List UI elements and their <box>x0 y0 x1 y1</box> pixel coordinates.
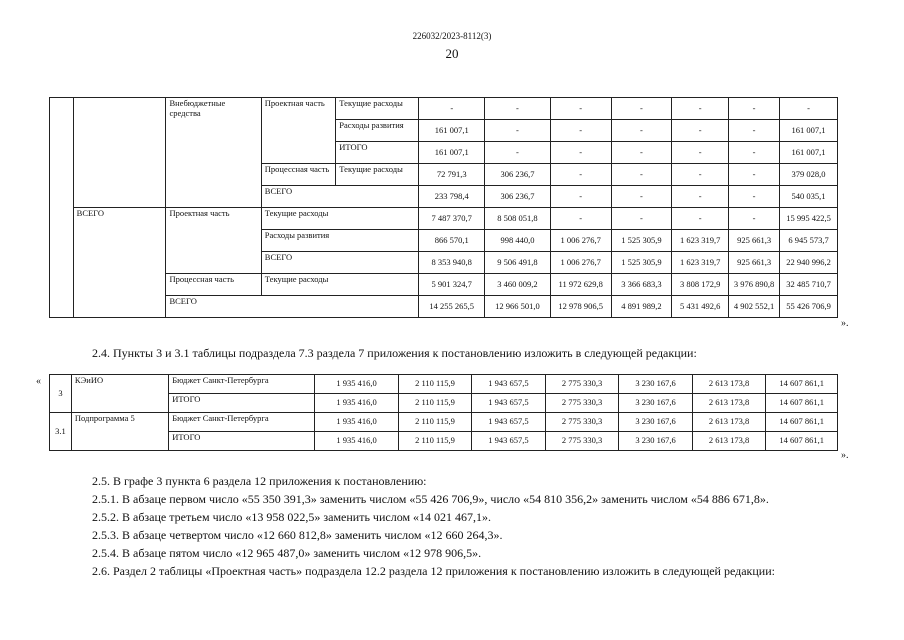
table-cell: ВСЕГО <box>261 186 419 208</box>
table-cell: 2 613 173,8 <box>692 413 766 432</box>
paragraph-2-5: 2.5. В графе 3 пункта 6 раздела 12 приложения к постановлению: <box>92 474 427 488</box>
funding-table <box>49 97 838 318</box>
table-cell: Внебюджетные средства <box>166 98 261 208</box>
table-cell: Текущие расходы <box>336 164 419 186</box>
table-cell: 32 485 710,7 <box>780 274 838 296</box>
table-cell: - <box>550 164 611 186</box>
table-cell: 3 460 009,2 <box>485 274 551 296</box>
table-cell: - <box>485 98 551 120</box>
table-cell: 925 661,3 <box>729 230 780 252</box>
closing-quote: ». <box>841 318 849 329</box>
paragraph-2-5-4: 2.5.4. В абзаце пятом число «12 965 487,0» заменить числом «12 978 906,5». <box>92 546 482 560</box>
table-cell: 14 607 861,1 <box>766 375 838 394</box>
table-cell: - <box>672 120 729 142</box>
table-cell: - <box>729 164 780 186</box>
table-cell: 2 775 330,3 <box>545 413 619 432</box>
table-cell: 1 935 416,0 <box>315 432 398 451</box>
table-cell: ИТОГО <box>169 432 315 451</box>
table-cell: 379 028,0 <box>780 164 838 186</box>
table-cell: - <box>485 142 551 164</box>
table-cell: 1 943 657,5 <box>472 394 546 413</box>
table-cell: 2 613 173,8 <box>692 394 766 413</box>
table-cell: 540 035,1 <box>780 186 838 208</box>
table-cell: 1 006 276,7 <box>550 252 611 274</box>
table-cell: 3 230 167,6 <box>619 432 693 451</box>
table-cell: 2 110 115,9 <box>398 413 472 432</box>
document-id: 226032/2023-8112(3) <box>412 31 492 41</box>
table-cell: 1 935 416,0 <box>315 394 398 413</box>
table-cell: 1 935 416,0 <box>315 375 398 394</box>
table-cell: 1 943 657,5 <box>472 432 546 451</box>
table-cell: - <box>611 186 672 208</box>
paragraph-2-4: 2.4. Пункты 3 и 3.1 таблицы подраздела 7.3 раздела 7 приложения к постановлению изложить в следующей редакции: <box>92 346 697 360</box>
table-cell: 233 798,4 <box>419 186 485 208</box>
table-cell: 306 236,7 <box>485 164 551 186</box>
table-cell: 1 943 657,5 <box>472 413 546 432</box>
table-cell: 72 791,3 <box>419 164 485 186</box>
table-cell: 2 613 173,8 <box>692 432 766 451</box>
table-cell: 22 940 996,2 <box>780 252 838 274</box>
table-row <box>50 98 838 120</box>
table-cell: 866 570,1 <box>419 230 485 252</box>
table-cell: Расходы развития <box>261 230 419 252</box>
table-cell: Расходы развития <box>336 120 419 142</box>
table-cell: Подпрограмма 5 <box>71 413 168 451</box>
closing-quote-2: ». <box>841 450 849 461</box>
table-cell: 306 236,7 <box>485 186 551 208</box>
table-cell: 2 110 115,9 <box>398 375 472 394</box>
page-number: 20 <box>445 46 459 61</box>
table-cell: 1 623 319,7 <box>672 230 729 252</box>
table-cell: 3 230 167,6 <box>619 413 693 432</box>
table-cell: 2 775 330,3 <box>545 394 619 413</box>
program-table-body <box>50 375 838 451</box>
table-cell: 4 891 989,2 <box>611 296 672 318</box>
table-cell: 14 607 861,1 <box>766 413 838 432</box>
table-row <box>50 413 838 432</box>
table-cell: 11 972 629,8 <box>550 274 611 296</box>
table-cell: 12 966 501,0 <box>485 296 551 318</box>
table-cell: 14 255 265,5 <box>419 296 485 318</box>
table-cell: - <box>611 142 672 164</box>
paragraph-2-5-2: 2.5.2. В абзаце третьем число «13 958 022,5» заменить числом «14 021 467,1». <box>92 510 492 524</box>
table-cell: - <box>550 186 611 208</box>
table-cell: Бюджет Санкт-Петербурга <box>169 413 315 432</box>
table-cell: 1 943 657,5 <box>472 375 546 394</box>
table-cell: - <box>485 120 551 142</box>
table-cell: - <box>672 164 729 186</box>
table-cell: 9 506 491,8 <box>485 252 551 274</box>
table-cell: - <box>780 98 838 120</box>
table-cell: - <box>611 164 672 186</box>
table-cell: 3 366 683,3 <box>611 274 672 296</box>
table-cell: ВСЕГО <box>166 296 419 318</box>
table-cell: 161 007,1 <box>419 142 485 164</box>
table-cell: 14 607 861,1 <box>766 432 838 451</box>
table-cell: 6 945 573,7 <box>780 230 838 252</box>
table-cell: - <box>729 186 780 208</box>
table-cell: - <box>672 208 729 230</box>
table-cell: - <box>611 98 672 120</box>
table-cell: Проектная часть <box>261 98 336 164</box>
table-cell: 1 623 319,7 <box>672 252 729 274</box>
table-cell: Проектная часть <box>166 208 261 274</box>
table-cell: Бюджет Санкт-Петербурга <box>169 375 315 394</box>
table-cell: 1 525 305,9 <box>611 252 672 274</box>
table-cell: 3 808 172,9 <box>672 274 729 296</box>
table-cell: - <box>550 142 611 164</box>
table-cell: 998 440,0 <box>485 230 551 252</box>
table-cell: ИТОГО <box>336 142 419 164</box>
table-cell: ИТОГО <box>169 394 315 413</box>
opening-quote: « <box>36 376 41 387</box>
table-cell: Процессная часть <box>166 274 261 296</box>
program-table <box>49 374 838 451</box>
table-cell: - <box>729 142 780 164</box>
table-cell: 161 007,1 <box>780 142 838 164</box>
table-cell: Текущие расходы <box>261 274 419 296</box>
table-cell: 8 353 940,8 <box>419 252 485 274</box>
table-cell: 925 661,3 <box>729 252 780 274</box>
table-cell: - <box>611 208 672 230</box>
table-row <box>50 274 838 296</box>
table-cell: ВСЕГО <box>73 208 166 318</box>
table-cell: 4 902 552,1 <box>729 296 780 318</box>
table-cell <box>50 98 74 318</box>
table-cell: 3 230 167,6 <box>619 375 693 394</box>
table-cell: ВСЕГО <box>261 252 419 274</box>
table-cell: - <box>729 98 780 120</box>
table-cell: - <box>550 208 611 230</box>
table-cell: 3.1 <box>50 413 72 451</box>
table-row <box>50 375 838 394</box>
table-cell: 12 978 906,5 <box>550 296 611 318</box>
table-cell: - <box>672 98 729 120</box>
table-cell: 2 613 173,8 <box>692 375 766 394</box>
table-cell: 3 <box>50 375 72 413</box>
table-cell: 5 431 492,6 <box>672 296 729 318</box>
table-cell: - <box>611 120 672 142</box>
table-cell: 7 487 370,7 <box>419 208 485 230</box>
table-cell: - <box>550 98 611 120</box>
table-cell: 2 110 115,9 <box>398 432 472 451</box>
table-cell: 161 007,1 <box>419 120 485 142</box>
table-cell: 1 935 416,0 <box>315 413 398 432</box>
table-cell <box>73 98 166 208</box>
table-cell: - <box>672 186 729 208</box>
table-cell: Текущие расходы <box>336 98 419 120</box>
table-cell: 14 607 861,1 <box>766 394 838 413</box>
paragraph-2-5-3: 2.5.3. В абзаце четвертом число «12 660 812,8» заменить числом «12 660 264,3». <box>92 528 503 542</box>
table-cell: - <box>729 208 780 230</box>
table-cell: 15 995 422,5 <box>780 208 838 230</box>
table-cell: - <box>729 120 780 142</box>
table-cell: 3 976 890,8 <box>729 274 780 296</box>
table-cell: 2 775 330,3 <box>545 375 619 394</box>
paragraph-2-5-1: 2.5.1. В абзаце первом число «55 350 391,3» заменить числом «55 426 706,9», число «54 810 356,2» заменить числом «54 886 671,8». <box>92 492 769 506</box>
table-cell: Текущие расходы <box>261 208 419 230</box>
table-cell: 3 230 167,6 <box>619 394 693 413</box>
table-cell: Процессная часть <box>261 164 336 186</box>
table-cell: 5 901 324,7 <box>419 274 485 296</box>
table-cell: 8 508 051,8 <box>485 208 551 230</box>
table-cell: 2 775 330,3 <box>545 432 619 451</box>
table-cell: - <box>550 120 611 142</box>
funding-table-body <box>50 98 838 318</box>
table-cell: 161 007,1 <box>780 120 838 142</box>
paragraph-2-6: 2.6. Раздел 2 таблицы «Проектная часть» подраздела 12.2 раздела 12 приложения к постановлению изложить в следующей редакции: <box>92 564 775 578</box>
table-cell: 1 006 276,7 <box>550 230 611 252</box>
table-row <box>50 208 838 230</box>
table-row <box>50 296 838 318</box>
table-cell: 2 110 115,9 <box>398 394 472 413</box>
table-cell: - <box>672 142 729 164</box>
table-cell: 1 525 305,9 <box>611 230 672 252</box>
table-cell: - <box>419 98 485 120</box>
table-cell: КЭиИО <box>71 375 168 413</box>
table-cell: 55 426 706,9 <box>780 296 838 318</box>
